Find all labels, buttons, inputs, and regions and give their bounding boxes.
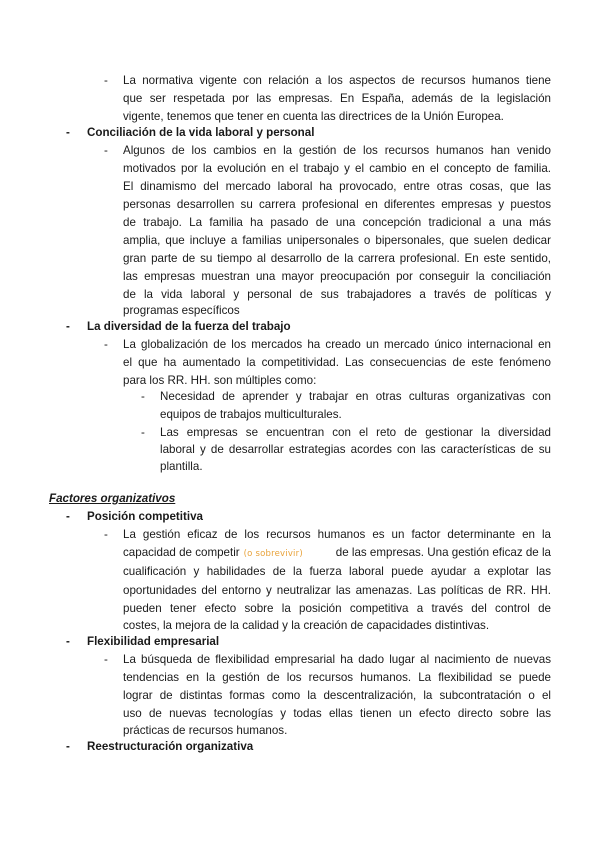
text-line: costes, la mejora de la calidad y la creación de capacidades distintivas. bbox=[123, 619, 490, 632]
heading-diversidad: La diversidad de la fuerza del trabajo bbox=[87, 320, 291, 333]
text-segment: capacidad de competir bbox=[123, 546, 240, 559]
sub-bullet-dash: - bbox=[141, 426, 145, 439]
heading-conciliacion: Conciliación de la vida laboral y personal bbox=[87, 126, 315, 139]
heading-reestructuracion: Reestructuración organizativa bbox=[87, 740, 254, 753]
bullet-dash: - bbox=[104, 338, 108, 351]
text-line: pueden tener efecto sobre la posición competitiva a través del control de bbox=[123, 602, 551, 615]
heading-dash: - bbox=[66, 635, 70, 648]
text-line-annotated bbox=[123, 544, 551, 563]
text-line: para los RR. HH. son múltiples como: bbox=[123, 374, 317, 387]
text-segment: de las empresas. Una gestión eficaz de la bbox=[335, 546, 551, 559]
bullet-dash: - bbox=[104, 528, 108, 541]
bullet-dash: - bbox=[104, 74, 108, 87]
text-line: programas específicos bbox=[123, 304, 240, 317]
text-line: equipos de trabajos multiculturales. bbox=[160, 408, 342, 421]
text-line: tendencias en la gestión de los recursos humanos. La flexibilidad se puede bbox=[123, 671, 551, 684]
text-line: que ser respetada por las empresas. En España, además de la legislación bbox=[123, 92, 551, 105]
sub-bullet-dash: - bbox=[141, 390, 145, 403]
text-line: El dinamismo del mercado laboral ha provocado, entre otras cosas, que las bbox=[123, 180, 551, 193]
text-line: prácticas de recursos humanos. bbox=[123, 724, 288, 737]
text-line: plantilla. bbox=[160, 460, 203, 473]
text-line: cualificación y habilidades de la fuerza laboral puede ayudar a explotar las bbox=[123, 565, 551, 578]
section-title: Factores organizativos bbox=[49, 492, 176, 505]
text-line: personas desarrollen su carrera profesional en diferentes empresas y puestos bbox=[123, 198, 551, 211]
text-line: laboral y de desarrollar estrategias acordes con las características de su bbox=[160, 443, 551, 456]
heading-dash: - bbox=[66, 740, 70, 753]
text-line: La globalización de los mercados ha creado un mercado único internacional en bbox=[123, 338, 551, 351]
text-line: lograr de distintas formas como la descentralización, la subcontratación o el bbox=[123, 689, 551, 702]
text-line: gran parte de su tiempo al desarrollo de la carrera profesional. En este sentido, bbox=[123, 252, 551, 265]
handwritten-annotation: (o sobrevivir) bbox=[243, 549, 303, 559]
text-line: La búsqueda de flexibilidad empresarial ha dado lugar al nacimiento de nuevas bbox=[123, 653, 551, 666]
text-line: Algunos de los cambios en la gestión de los recursos humanos han venido bbox=[123, 144, 551, 157]
text-line: el que ha aumentado la competitividad. Las consecuencias de este fenómeno bbox=[123, 356, 551, 369]
heading-dash: - bbox=[66, 320, 70, 333]
text-line: La normativa vigente con relación a los aspectos de recursos humanos tiene bbox=[123, 74, 551, 87]
text-line: oportunidades del entorno y neutralizar las amenazas. Las políticas de RR. HH. bbox=[123, 584, 551, 597]
heading-dash: - bbox=[66, 510, 70, 523]
text-line: vigente, tenemos que tener en cuenta las directrices de la Unión Europea. bbox=[123, 110, 504, 123]
text-line: uso de nuevas tecnologías y todas ellas tienen un efecto directo sobre las bbox=[123, 707, 551, 720]
text-line: las empresas muestran una mayor preocupación por conseguir la conciliación bbox=[123, 270, 551, 283]
heading-posicion: Posición competitiva bbox=[87, 510, 203, 523]
text-line: Las empresas se encuentran con el reto de gestionar la diversidad bbox=[160, 426, 551, 439]
text-line: Necesidad de aprender y trabajar en otras culturas organizativas con bbox=[160, 390, 551, 403]
bullet-dash: - bbox=[104, 653, 108, 666]
text-line: motivados por la evolución en el trabajo y el cambio en el concepto de familia. bbox=[123, 162, 551, 175]
text-line: de la vida laboral y personal de sus trabajadores a través de políticas y bbox=[123, 288, 551, 301]
text-line: de trabajo. La familia ha pasado de una concepción tradicional a una más bbox=[123, 216, 551, 229]
text-line: La gestión eficaz de los recursos humanos es un factor determinante en la bbox=[123, 528, 551, 541]
heading-flexibilidad: Flexibilidad empresarial bbox=[87, 635, 220, 648]
heading-dash: - bbox=[66, 126, 70, 139]
text-line: amplia, que incluye a familias unipersonales o bipersonales, que suelen dedicar bbox=[123, 234, 551, 247]
bullet-dash: - bbox=[104, 144, 108, 157]
